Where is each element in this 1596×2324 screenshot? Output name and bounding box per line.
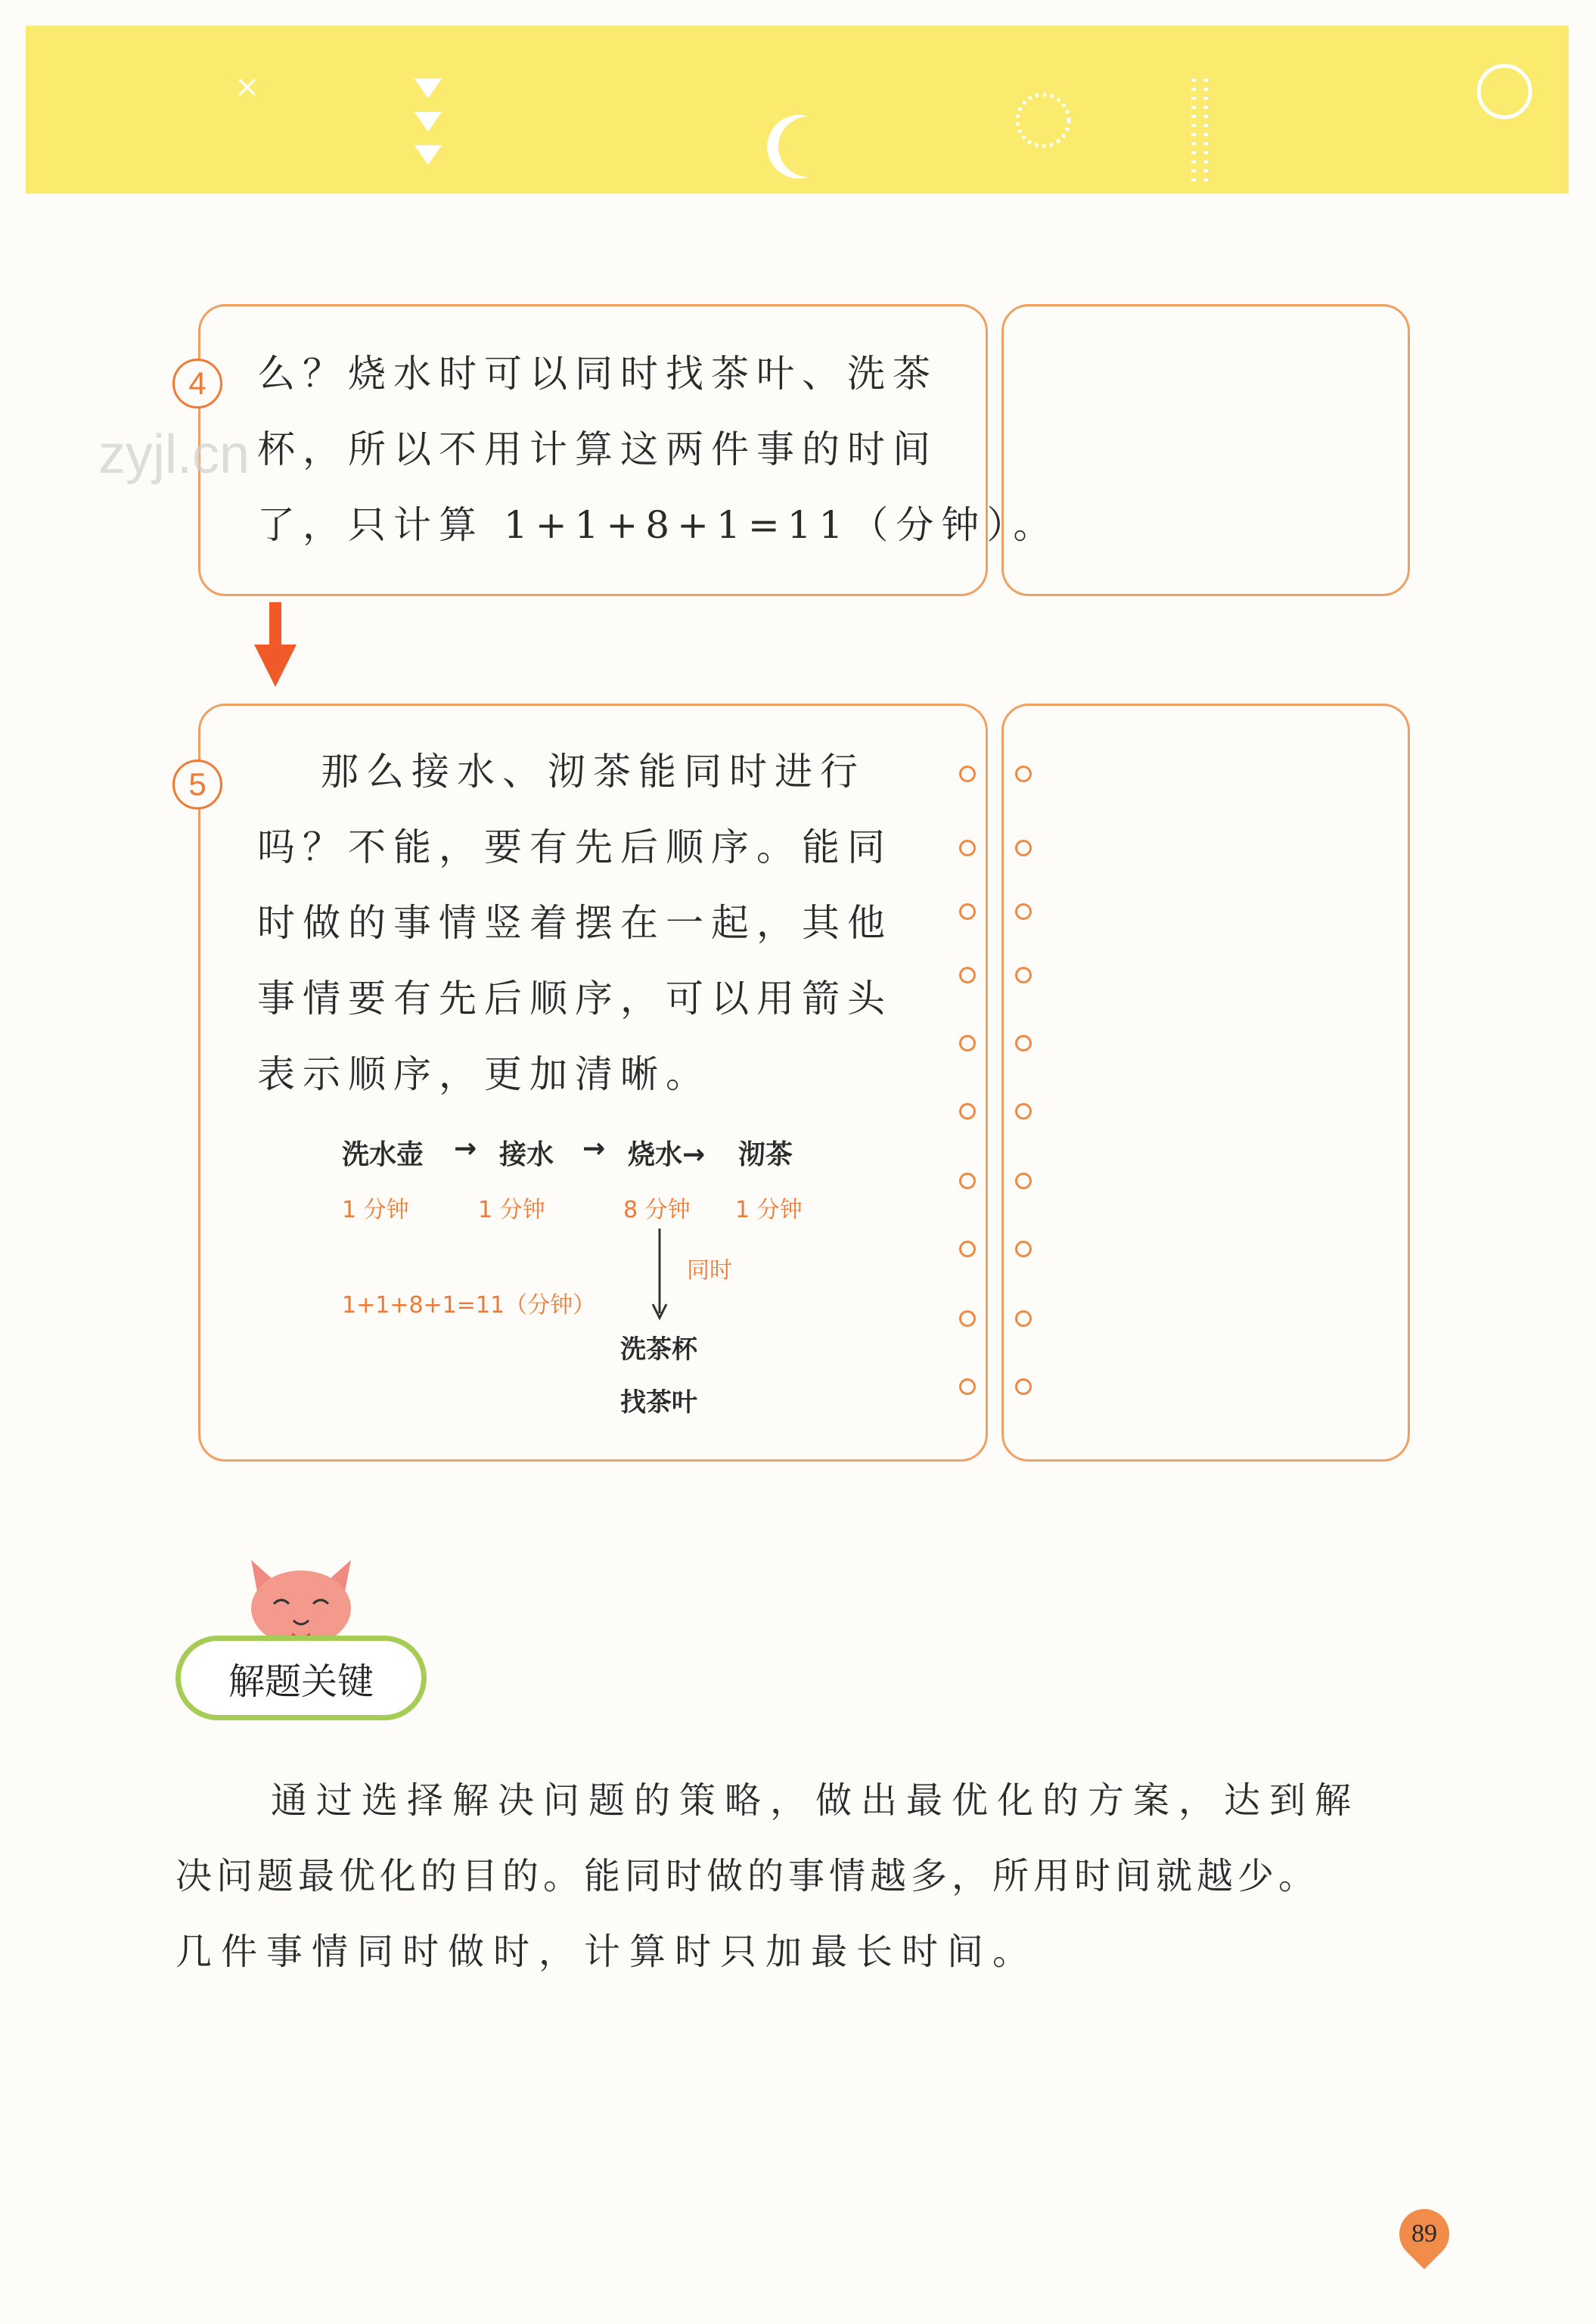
ring-icon	[959, 1378, 976, 1395]
step5-number: 5	[172, 760, 222, 809]
ring-icon	[1015, 1035, 1032, 1052]
parallel-task: 找茶叶	[620, 1387, 697, 1418]
step4-number: 4	[172, 359, 222, 409]
watermark: zyjl.cn	[98, 424, 250, 485]
step5-line: 事情要有先后顺序，可以用箭头	[257, 977, 893, 1021]
diagram-time: 1 分钟	[735, 1197, 803, 1223]
key-line: 决问题最优化的目的。能同时做的事情越多，所用时间就越少。	[175, 1855, 1320, 1897]
down-arrow-icon	[254, 602, 297, 688]
step5-paragraph	[257, 734, 893, 1112]
diagram-arrow: →	[582, 1133, 606, 1164]
triangles-icon	[411, 79, 445, 185]
key-line: 通过选择解决问题的策略，做出最优化的方案，达到解	[271, 1779, 1361, 1822]
key-title-tag: 解题关键	[175, 1636, 427, 1720]
step5-line: 表示顺序，更加清晰。	[257, 1052, 711, 1096]
ring-icon	[959, 1241, 976, 1257]
ring-icon	[1015, 967, 1032, 983]
diagram-time: 1 分钟	[342, 1197, 409, 1223]
step5-side-box	[1001, 704, 1410, 1462]
step5-line: 时做的事情竖着摆在一起，其他	[257, 901, 893, 945]
simultaneous-arrow-icon	[651, 1229, 669, 1321]
ring-icon	[959, 903, 976, 920]
step4-line: 么？烧水时可以同时找茶叶、洗茶	[257, 352, 938, 396]
step5-line: 吗？不能，要有先后顺序。能同	[257, 825, 893, 869]
page-number: 89	[1411, 2220, 1437, 2248]
ring-icon	[1015, 1378, 1032, 1395]
key-line: 几件事情同时做时，计算时只加最长时间。	[175, 1931, 1039, 1973]
step4-line: 了，只计算 1+1+8+1=11（分钟）。	[257, 503, 1059, 547]
step5-line: 那么接水、沏茶能同时进行	[321, 750, 865, 794]
ring-icon	[1015, 766, 1032, 782]
ring-icon	[959, 1103, 976, 1120]
diagram-step: 沏茶	[738, 1139, 793, 1170]
diagram-step: 洗水壶	[342, 1139, 424, 1170]
moon-icon	[763, 109, 824, 185]
diagram-time: 1 分钟	[478, 1197, 545, 1223]
diagram-time: 8 分钟	[623, 1197, 691, 1223]
dotted-circle-icon	[1009, 86, 1077, 154]
diagram-step: 接水	[499, 1139, 554, 1170]
ring-icon	[959, 1310, 976, 1327]
ring-icon	[1015, 1103, 1032, 1120]
step4-paragraph	[257, 336, 1058, 563]
diagram-step: 烧水→	[628, 1139, 706, 1170]
step4-side-box	[1001, 304, 1410, 596]
ring-icon	[1015, 1241, 1032, 1257]
dotted-line-icon	[1188, 79, 1215, 185]
simultaneous-label: 同时	[687, 1257, 732, 1284]
ring-icon	[1015, 840, 1032, 856]
diagram-arrow: →	[454, 1133, 477, 1164]
header-banner	[26, 26, 1569, 194]
circle-icon	[1470, 57, 1539, 126]
ring-icon	[959, 1173, 976, 1189]
ring-icon	[1015, 1173, 1032, 1189]
ring-icon	[959, 967, 976, 983]
ring-icon	[1015, 903, 1032, 920]
ring-icon	[959, 766, 976, 782]
page-number-badge	[1389, 2198, 1459, 2269]
ring-icon	[959, 1035, 976, 1052]
step4-line: 杯，所以不用计算这两件事的时间	[257, 427, 938, 471]
cross-icon: ×	[234, 70, 260, 104]
key-paragraph	[175, 1763, 1360, 1990]
parallel-task: 洗茶杯	[620, 1334, 697, 1365]
ring-icon	[1015, 1310, 1032, 1327]
diagram-formula: 1+1+8+1=11（分钟）	[342, 1292, 596, 1319]
ring-icon	[959, 840, 976, 856]
